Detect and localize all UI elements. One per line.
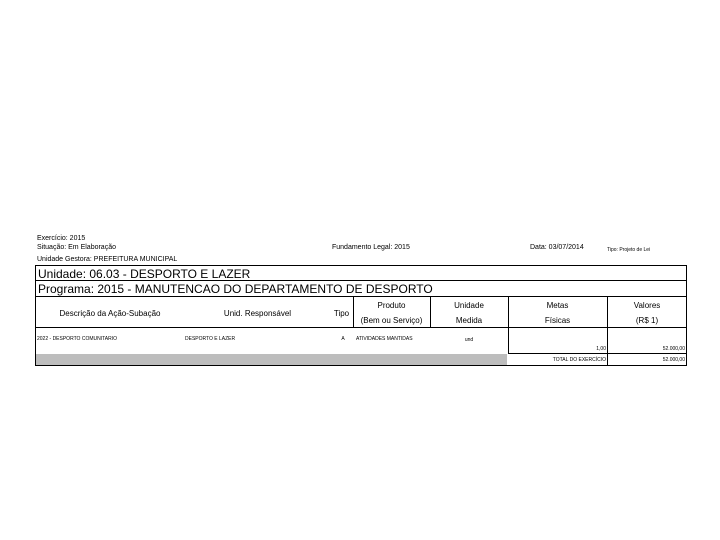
col-header-unid-resp: Unid. Responsável xyxy=(223,309,292,318)
total-label: TOTAL DO EXERCÍCIO xyxy=(552,357,606,363)
col-header-produto-2: (Bem ou Serviço) xyxy=(360,316,423,325)
row-unidade: und xyxy=(464,337,474,343)
programa-title: Programa: 2015 - MANUTENCAO DO DEPARTAMENTO DE DESPORTO xyxy=(38,282,433,296)
unidade-gestora-label: Unidade Gestora: PREFEITURA MUNICIPAL xyxy=(37,256,178,263)
col-header-unidade-1: Unidade xyxy=(454,301,484,310)
col-header-descricao: Descrição da Ação-Subação xyxy=(59,309,161,318)
row-descricao: 2022 - DESPORTO COMUNITARIO xyxy=(37,336,118,342)
total-bar xyxy=(36,354,507,365)
header-bottom-line xyxy=(35,327,687,328)
unidade-box xyxy=(35,265,687,281)
row-unid-resp: DESPORTO E LAZER xyxy=(185,336,236,342)
row-tipo: A xyxy=(341,336,345,342)
col-header-valores-1: Valores xyxy=(633,301,661,310)
col-header-metas-2: Físicas xyxy=(544,316,571,325)
col-header-unidade-2: Medida xyxy=(455,316,483,325)
situacao-label: Situação: Em Elaboração xyxy=(37,244,116,251)
subtotal-valores: 52.000,00 xyxy=(662,346,685,352)
col-header-tipo: Tipo xyxy=(333,309,350,318)
unidade-title: Unidade: 06.03 - DESPORTO E LAZER xyxy=(38,267,251,281)
programa-box xyxy=(35,281,687,297)
exercicio-label: Exercício: 2015 xyxy=(37,235,86,242)
tipo-label: Tipo: Projeto de Lei xyxy=(607,247,651,253)
total-valores: 52.000,00 xyxy=(662,357,685,363)
row-produto: ATIVIDADES MANTIDAS xyxy=(356,336,413,342)
col-header-produto-1: Produto xyxy=(377,301,406,310)
fundamento-label: Fundamento Legal: 2015 xyxy=(332,244,410,251)
subtotal-line xyxy=(508,353,687,354)
col-header-valores-2: (R$ 1) xyxy=(635,316,659,325)
col-header-metas-1: Metas xyxy=(546,301,569,310)
data-label: Data: 03/07/2014 xyxy=(530,244,584,251)
subtotal-metas: 1,00 xyxy=(596,346,606,352)
